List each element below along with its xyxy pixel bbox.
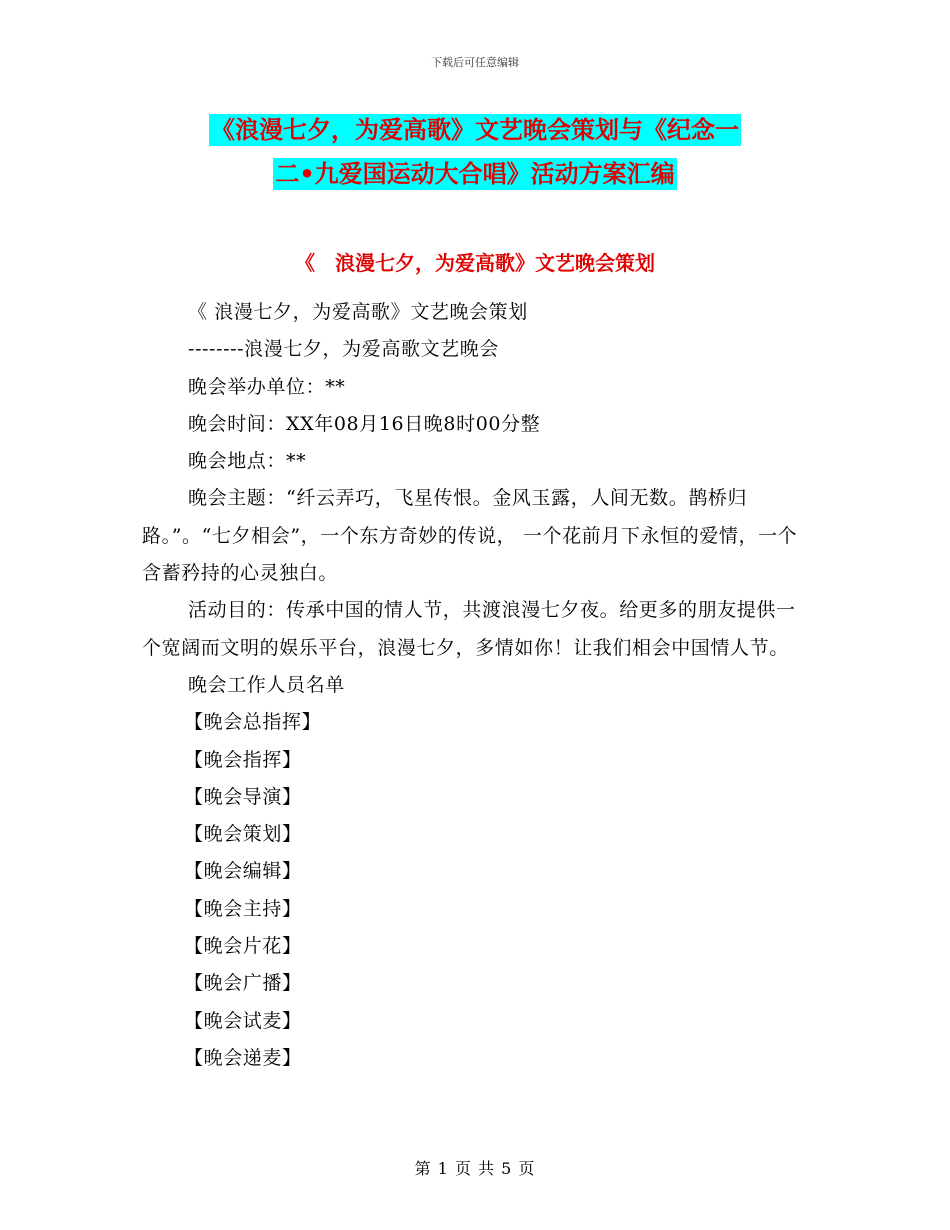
section-title: 《 浪漫七夕，为爱高歌》文艺晚会策划 [295,251,655,275]
document-title-line1 [0,112,950,148]
document-title-line1-text: 《浪漫七夕，为爱高歌》文艺晚会策划与《纪念一 [211,116,739,144]
paragraph-organizer: 晚会举办单位：** [188,375,346,398]
paragraph-time: 晚会时间：XX年08月16日晚8时00分整 [188,412,541,435]
paragraph-event-name: 《 浪漫七夕，为爱高歌》文艺晚会策划 [188,301,528,323]
paragraph-staff-heading: 晚会工作人员名单 [188,673,345,696]
document-title-line2-text: 二•九爱国运动大合唱》活动方案汇编 [275,160,675,188]
page-number-footer: 第 1 页 共 5 页 [414,1159,536,1178]
document-title-line2 [0,156,950,192]
staff-list-item: 【晚会指挥】 [184,748,302,771]
staff-list-item: 【晚会递麦】 [184,1046,302,1069]
header-note: 下载后可任意编辑 [431,56,519,69]
staff-list-item: 【晚会策划】 [184,823,302,846]
paragraph-theme: 晚会主题：“纤云弄巧，飞星传恨。金风玉露，人间无数。鹊桥归路。”。“七夕相会”，一个东方奇妙的传说， 一个花前月下永恒的爱情，一个含蓄矜持的心灵独白。 [142,487,798,585]
staff-list-item: 【晚会试麦】 [184,1009,302,1032]
paragraph-location: 晚会地点：** [188,450,307,473]
staff-list-item: 【晚会广播】 [184,972,302,995]
staff-list-item: 【晚会片花】 [184,935,302,958]
paragraph-subtitle: --------浪漫七夕，为爱高歌文艺晚会 [188,338,499,361]
staff-list-item: 【晚会主持】 [184,897,302,920]
paragraph-purpose: 活动目的：传承中国的情人节，共渡浪漫七夕夜。给更多的朋友提供一个宽阔而文明的娱乐平台，浪漫七夕，多情如你！让我们相会中国情人节。 [142,599,796,659]
staff-list-item: 【晚会总指挥】 [184,711,322,734]
staff-list-item: 【晚会导演】 [184,785,302,808]
document-body [142,294,807,1077]
staff-list-item: 【晚会编辑】 [184,860,302,883]
